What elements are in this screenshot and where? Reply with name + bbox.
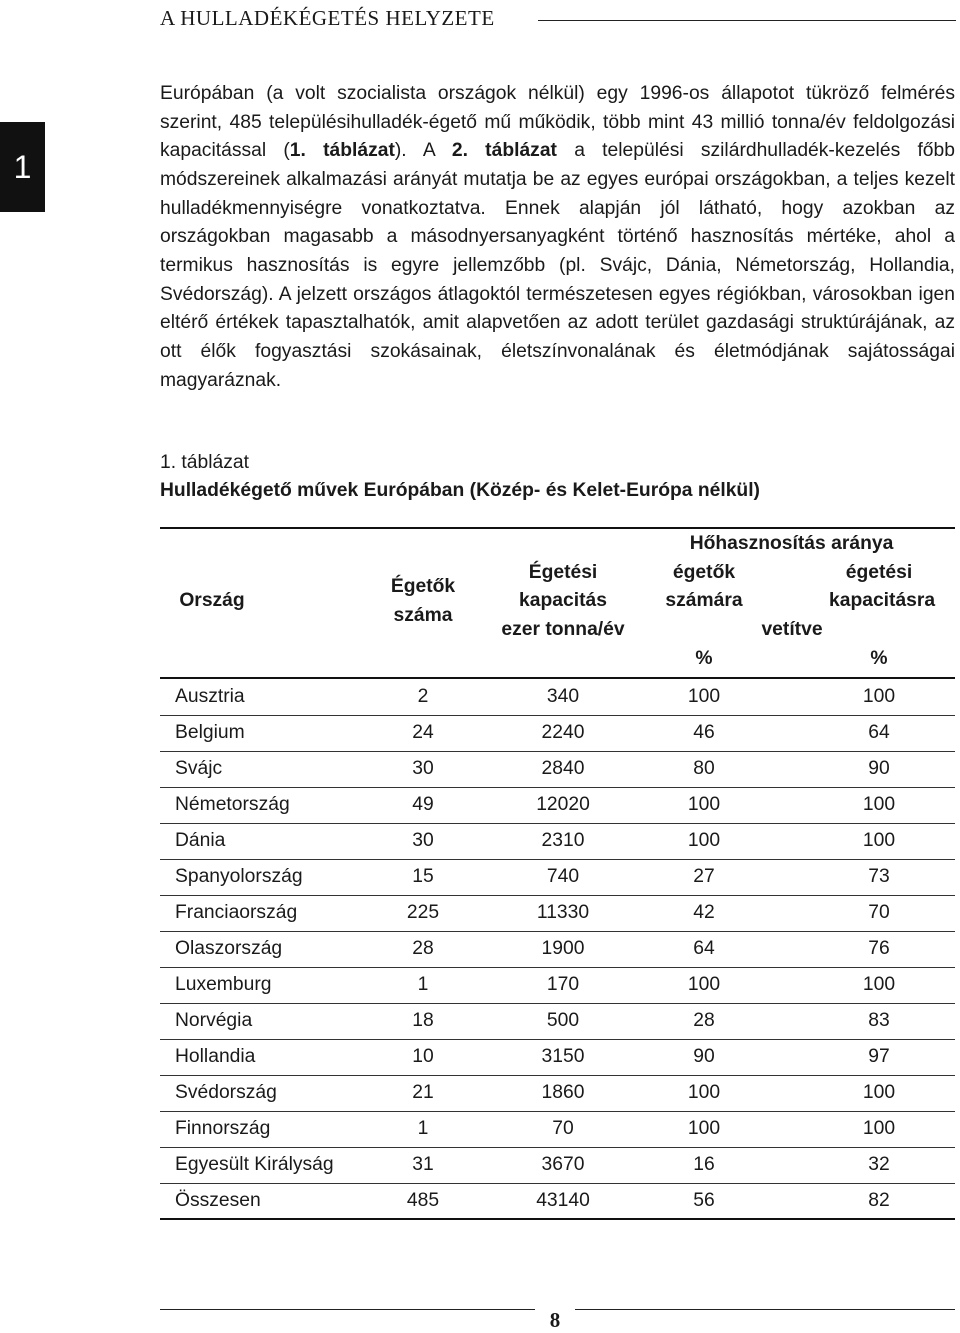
header-capacity-line1: Égetési — [528, 562, 598, 583]
value-cell: 80 — [693, 758, 715, 779]
table-row — [160, 823, 955, 859]
running-header-title: A HULLADÉKÉGETÉS HELYZETE — [160, 6, 495, 30]
value-cell: 1 — [417, 1118, 429, 1139]
table-2-reference: 2. táblázat — [451, 140, 557, 162]
value-cell: 70 — [552, 1118, 574, 1139]
country-cell: Hollandia — [175, 1046, 256, 1067]
table-row — [160, 1147, 955, 1183]
value-cell: 42 — [693, 902, 715, 923]
table-row — [160, 1039, 955, 1075]
value-cell: 225 — [406, 902, 440, 923]
header-count-line2: száma — [393, 605, 453, 626]
value-cell: 100 — [862, 974, 896, 995]
table-label: 1. táblázat — [160, 452, 249, 473]
value-cell: 11330 — [536, 902, 590, 923]
value-cell: 100 — [862, 686, 896, 707]
value-cell: 83 — [868, 1010, 890, 1031]
table-row — [160, 967, 955, 1003]
page-number: 8 — [549, 1308, 561, 1332]
country-cell: Luxemburg — [175, 974, 272, 995]
value-cell: 100 — [862, 1082, 896, 1103]
table-title: Hulladékégető művek Európában (Közép- és Kelet-Európa nélkül) — [160, 480, 760, 501]
table-row — [160, 751, 955, 787]
value-cell: 740 — [546, 866, 580, 887]
body-paragraph — [160, 80, 955, 395]
table-row — [160, 895, 955, 931]
value-cell: 100 — [862, 794, 896, 815]
value-cell: 73 — [868, 866, 890, 887]
country-cell: Spanyolország — [175, 866, 303, 887]
value-cell: 100 — [687, 794, 721, 815]
value-cell: 70 — [868, 902, 890, 923]
running-header — [160, 4, 956, 32]
value-cell: 2310 — [541, 830, 585, 851]
value-cell: 30 — [412, 758, 434, 779]
table-row — [160, 1075, 955, 1111]
value-cell: 485 — [406, 1190, 440, 1211]
paragraph-text-3: a települési szilárdhulladék-kezelés főbb módszereinek alkalmazási arányát mutatja be az egyes európai országokban, a teljes kezelt hulladékmennyiségre vonatkoztatva. Ennek alapján jól látható, hogy azokban az országokban magasabb a másodnyersanyagként történő hasznosítás mértéke, ahol a termikus hasznosítás is egyre jellemzőbb (pl. Svájc, Dánia, Németország, Hollandia, Svédország). A jelzett országos átlagoktól természetesen egyes régiókban, városokban igen eltérő értékek tapasztalhatók, amit alapvetően az adott terület gazdasági struktúrájának, az ott élők fogyasztási szokásainak, életszínvonalának és életmódjának sajátosságai magyaráznak. — [160, 140, 955, 391]
value-cell: 100 — [687, 830, 721, 851]
header-capacity-line2: kapacitás — [519, 590, 607, 611]
value-cell: 56 — [693, 1190, 715, 1211]
value-cell: 49 — [412, 794, 434, 815]
value-cell: 76 — [868, 938, 890, 959]
value-cell: 500 — [546, 1010, 580, 1031]
table-row — [160, 1183, 955, 1219]
header-projected: vetítve — [761, 619, 823, 640]
country-cell: Összesen — [175, 1190, 261, 1211]
value-cell: 24 — [412, 722, 434, 743]
value-cell: 100 — [687, 1118, 721, 1139]
country-cell: Svédország — [175, 1082, 277, 1103]
row-rule — [160, 1218, 955, 1220]
value-cell: 43140 — [536, 1190, 590, 1211]
table-row — [160, 931, 955, 967]
value-cell: 100 — [687, 974, 721, 995]
footer-rule-left — [160, 1309, 535, 1310]
value-cell: 2840 — [541, 758, 585, 779]
header-country: Ország — [179, 590, 245, 611]
value-cell: 31 — [412, 1154, 434, 1175]
country-cell: Olaszország — [175, 938, 283, 959]
value-cell: 32 — [868, 1154, 890, 1175]
table-row — [160, 679, 955, 715]
value-cell: 28 — [693, 1010, 715, 1031]
value-cell: 100 — [862, 1118, 896, 1139]
value-cell: 1 — [417, 974, 429, 995]
chapter-tab: 1 — [0, 122, 45, 212]
header-rule — [538, 20, 956, 21]
table-row — [160, 859, 955, 895]
country-cell: Ausztria — [175, 686, 245, 707]
value-cell: 3670 — [541, 1154, 585, 1175]
value-cell: 12020 — [536, 794, 590, 815]
value-cell: 100 — [687, 686, 721, 707]
value-cell: 90 — [868, 758, 890, 779]
value-cell: 2 — [417, 686, 429, 707]
value-cell: 100 — [687, 1082, 721, 1103]
header-heat-recovery: Hőhasznosítás aránya — [689, 533, 894, 554]
country-cell: Németország — [175, 794, 290, 815]
value-cell: 97 — [868, 1046, 890, 1067]
value-cell: 18 — [412, 1010, 434, 1031]
paragraph-text-1: Európában (a volt szocialista országok nélkül) egy 1996-os állapotot tükröző felmérés szerint, 485 településihulladék-égető mű működik, több mint 43 millió tonna/év feldolgozási kapacitással ( — [160, 83, 955, 162]
paragraph-text-2: ). A — [394, 140, 452, 162]
value-cell: 2240 — [541, 722, 585, 743]
header-heat-capacity-line2: kapacitásra — [829, 590, 936, 611]
table-row — [160, 1003, 955, 1039]
value-cell: 64 — [693, 938, 715, 959]
header-percent-capacity: % — [870, 648, 888, 669]
country-cell: Egyesült Királyság — [175, 1154, 334, 1175]
country-cell: Belgium — [175, 722, 245, 743]
value-cell: 46 — [693, 722, 715, 743]
header-percent-plants: % — [695, 648, 713, 669]
value-cell: 3150 — [541, 1046, 585, 1067]
country-cell: Dánia — [175, 830, 226, 851]
table-1-reference: 1. táblázat — [289, 140, 395, 162]
country-cell: Norvégia — [175, 1010, 253, 1031]
value-cell: 21 — [412, 1082, 434, 1103]
value-cell: 15 — [412, 866, 434, 887]
header-heat-capacity-line1: égetési — [845, 562, 913, 583]
value-cell: 1900 — [541, 938, 585, 959]
header-capacity-line3: ezer tonna/év — [501, 619, 625, 640]
table-row — [160, 787, 955, 823]
table-row — [160, 1111, 955, 1147]
value-cell: 1860 — [541, 1082, 585, 1103]
country-cell: Svájc — [175, 758, 223, 779]
value-cell: 340 — [546, 686, 580, 707]
value-cell: 90 — [693, 1046, 715, 1067]
country-cell: Franciaország — [175, 902, 298, 923]
footer-rule-right — [575, 1309, 955, 1310]
value-cell: 10 — [412, 1046, 434, 1067]
value-cell: 28 — [412, 938, 434, 959]
value-cell: 30 — [412, 830, 434, 851]
country-cell: Finnország — [175, 1118, 271, 1139]
value-cell: 170 — [546, 974, 580, 995]
value-cell: 100 — [862, 830, 896, 851]
value-cell: 64 — [868, 722, 890, 743]
header-heat-plants-line1: égetők — [672, 562, 736, 583]
header-count-line1: Égetők — [390, 576, 456, 597]
header-heat-plants-line2: számára — [665, 590, 743, 611]
table-top-rule — [160, 527, 955, 529]
value-cell: 82 — [868, 1190, 890, 1211]
value-cell: 27 — [693, 866, 715, 887]
table-row — [160, 715, 955, 751]
value-cell: 16 — [693, 1154, 715, 1175]
